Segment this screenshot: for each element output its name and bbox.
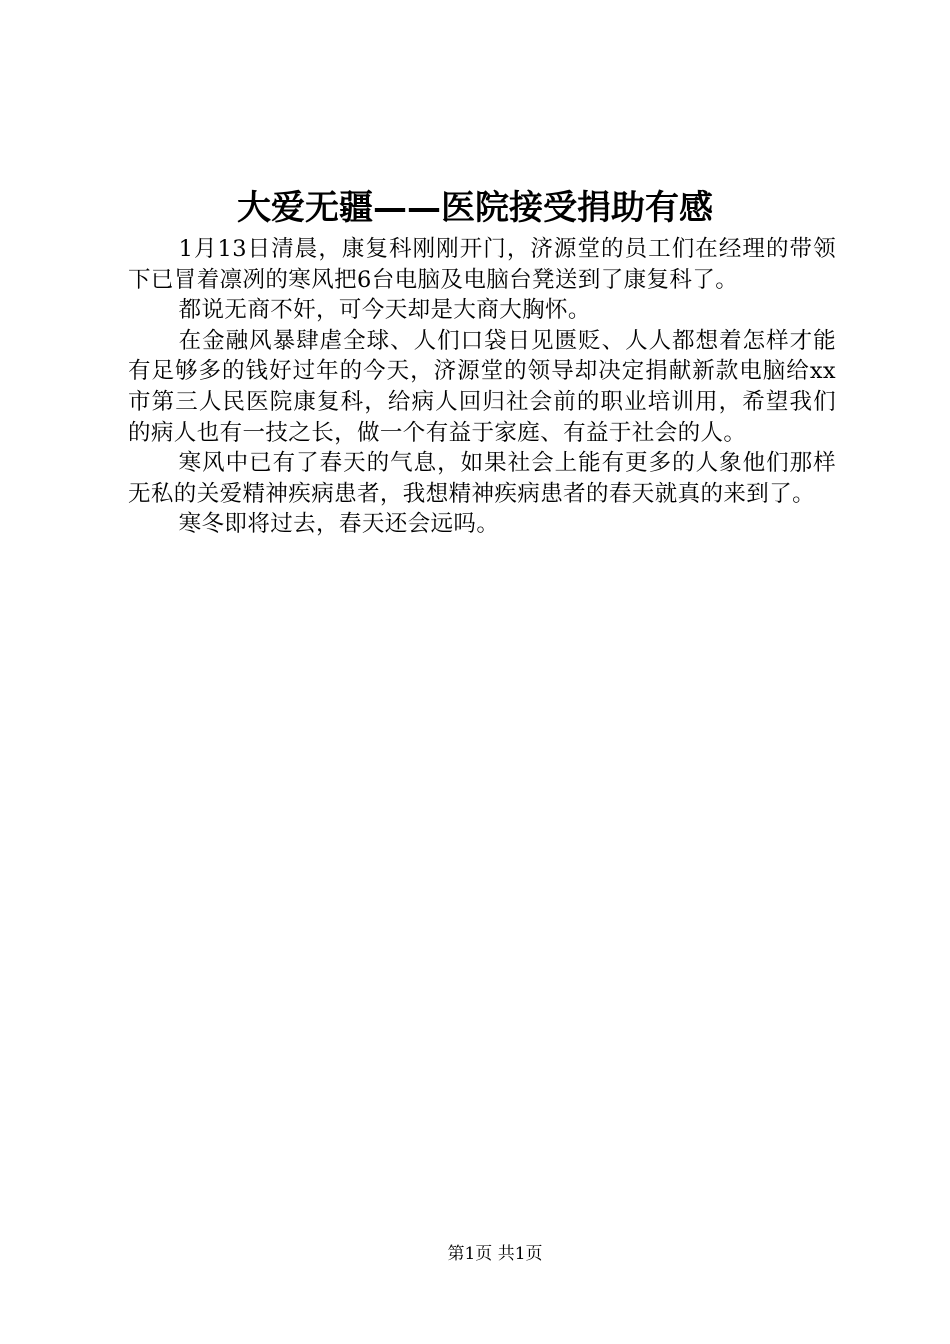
paragraph-2: 都说无商不奸，可今天却是大商大胸怀。 [178, 297, 591, 324]
document-title: 大爱无疆——医院接受捐助有感 [237, 188, 713, 228]
page-footer: 第1页 共1页 [447, 1244, 543, 1264]
paragraph-1: 1月13日清晨，康复科刚刚开门，济源堂的员工们在经理的带领下已冒着凛冽的寒风把6台电脑及电脑台凳送到了康复科了。 [128, 236, 836, 293]
paragraph-3: 在金融风暴肆虐全球、人们口袋日见匮贬、人人都想着怎样才能有足够多的钱好过年的今天，济源堂的领导却决定捐献新款电脑给xx市第三人民医院康复科，给病人回归社会前的职业培训用，希望我们的病人也有一技之长，做一个有益于家庭、有益于社会的人。 [128, 327, 836, 446]
paragraph-4: 寒风中已有了春天的气息，如果社会上能有更多的人象他们那样无私的关爱精神疾病患者，我想精神疾病患者的春天就真的来到了。 [128, 450, 836, 507]
paragraph-5: 寒冬即将过去，春天还会远吗。 [178, 511, 500, 538]
document-body [128, 234, 836, 540]
